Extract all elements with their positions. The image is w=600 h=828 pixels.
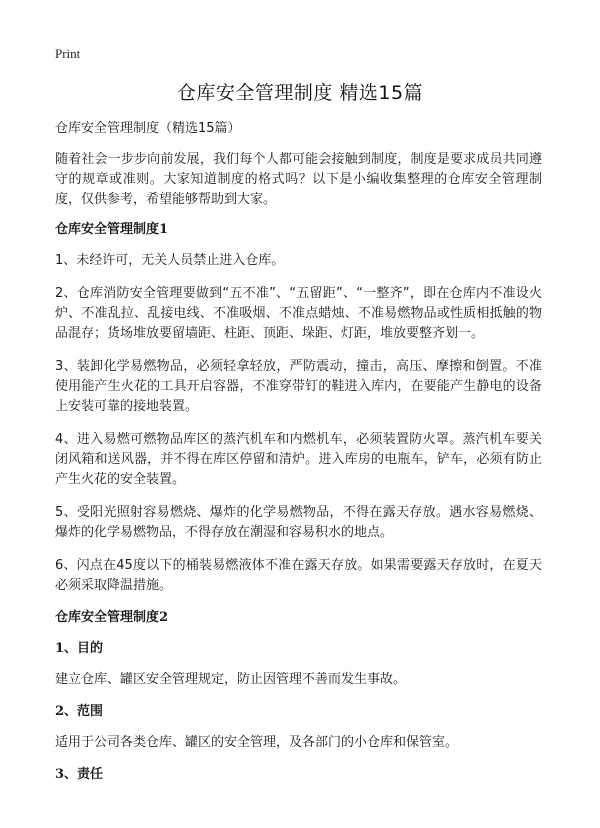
scope-paragraph: 适用于公司各类仓库、罐区的安全管理，及各部门的小仓库和保管室。: [55, 735, 459, 750]
document-body: [55, 120, 542, 796]
list-item: 5、受阳光照射容易燃烧、爆炸的化学易燃物品，不得在露天存放。遇水容易燃烧、爆炸的化学易燃物品，不得存放在潮湿和容易积水的地点。: [55, 505, 542, 540]
section-heading-2: 仓库安全管理制度2: [55, 610, 169, 625]
purpose-paragraph: 建立仓库、罐区安全管理规定，防止因管理不善而发生事故。: [55, 672, 407, 687]
list-item: 2、仓库消防安全管理要做到“五不准”、“五留距”、“一整齐”，即在仓库内不准设火炉、不准乱拉、乱接电线、不准吸烟、不准点蜡烛、不准易燃物品或性质相抵触的物品混存；货场堆放要留墙距、柱距、顶距、垛距、灯距，堆放要整齐划一。: [55, 286, 542, 341]
subsection-heading-purpose: 1、目的: [55, 641, 104, 656]
intro-paragraph: 随着社会一步步向前发展，我们每个人都可能会接触到制度，制度是要求成员共同遵守的规章或准则。大家知道制度的格式吗？以下是小编收集整理的仓库安全管理制度，仅供参考，希望能够帮助到大家。: [55, 152, 542, 207]
list-item: 3、装卸化学易燃物品，必须轻拿轻放，严防震动，撞击，高压、摩擦和倒置。不准使用能产生火花的工具开启容器，不准穿带钉的鞋进入库内，在要能产生静电的设备上安装可靠的接地装置。: [55, 359, 542, 414]
subsection-heading-responsibility: 3、责任: [55, 767, 104, 782]
list-item: 1、未经许可，无关人员禁止进入仓库。: [55, 253, 285, 268]
print-link[interactable]: Print: [55, 46, 81, 61]
list-item: 6、闪点在45度以下的桶装易燃液体不准在露天存放。如果需要露天存放时，在夏天必须采取降温措施。: [55, 558, 542, 593]
page-title: 仓库安全管理制度 精选15篇: [176, 82, 424, 104]
subsection-heading-scope: 2、范围: [55, 704, 104, 719]
list-item: 4、进入易燃可燃物品库区的蒸汽机车和内燃机车，必须装置防火罩。蒸汽机车要关闭风箱和送风器，并不得在库区停留和清炉。进入库房的电瓶车，铲车，必须有防止产生火花的安全装置。: [55, 432, 542, 487]
document-subtitle: 仓库安全管理制度（精选15篇）: [55, 121, 241, 136]
section-heading-1: 仓库安全管理制度1: [55, 222, 169, 237]
